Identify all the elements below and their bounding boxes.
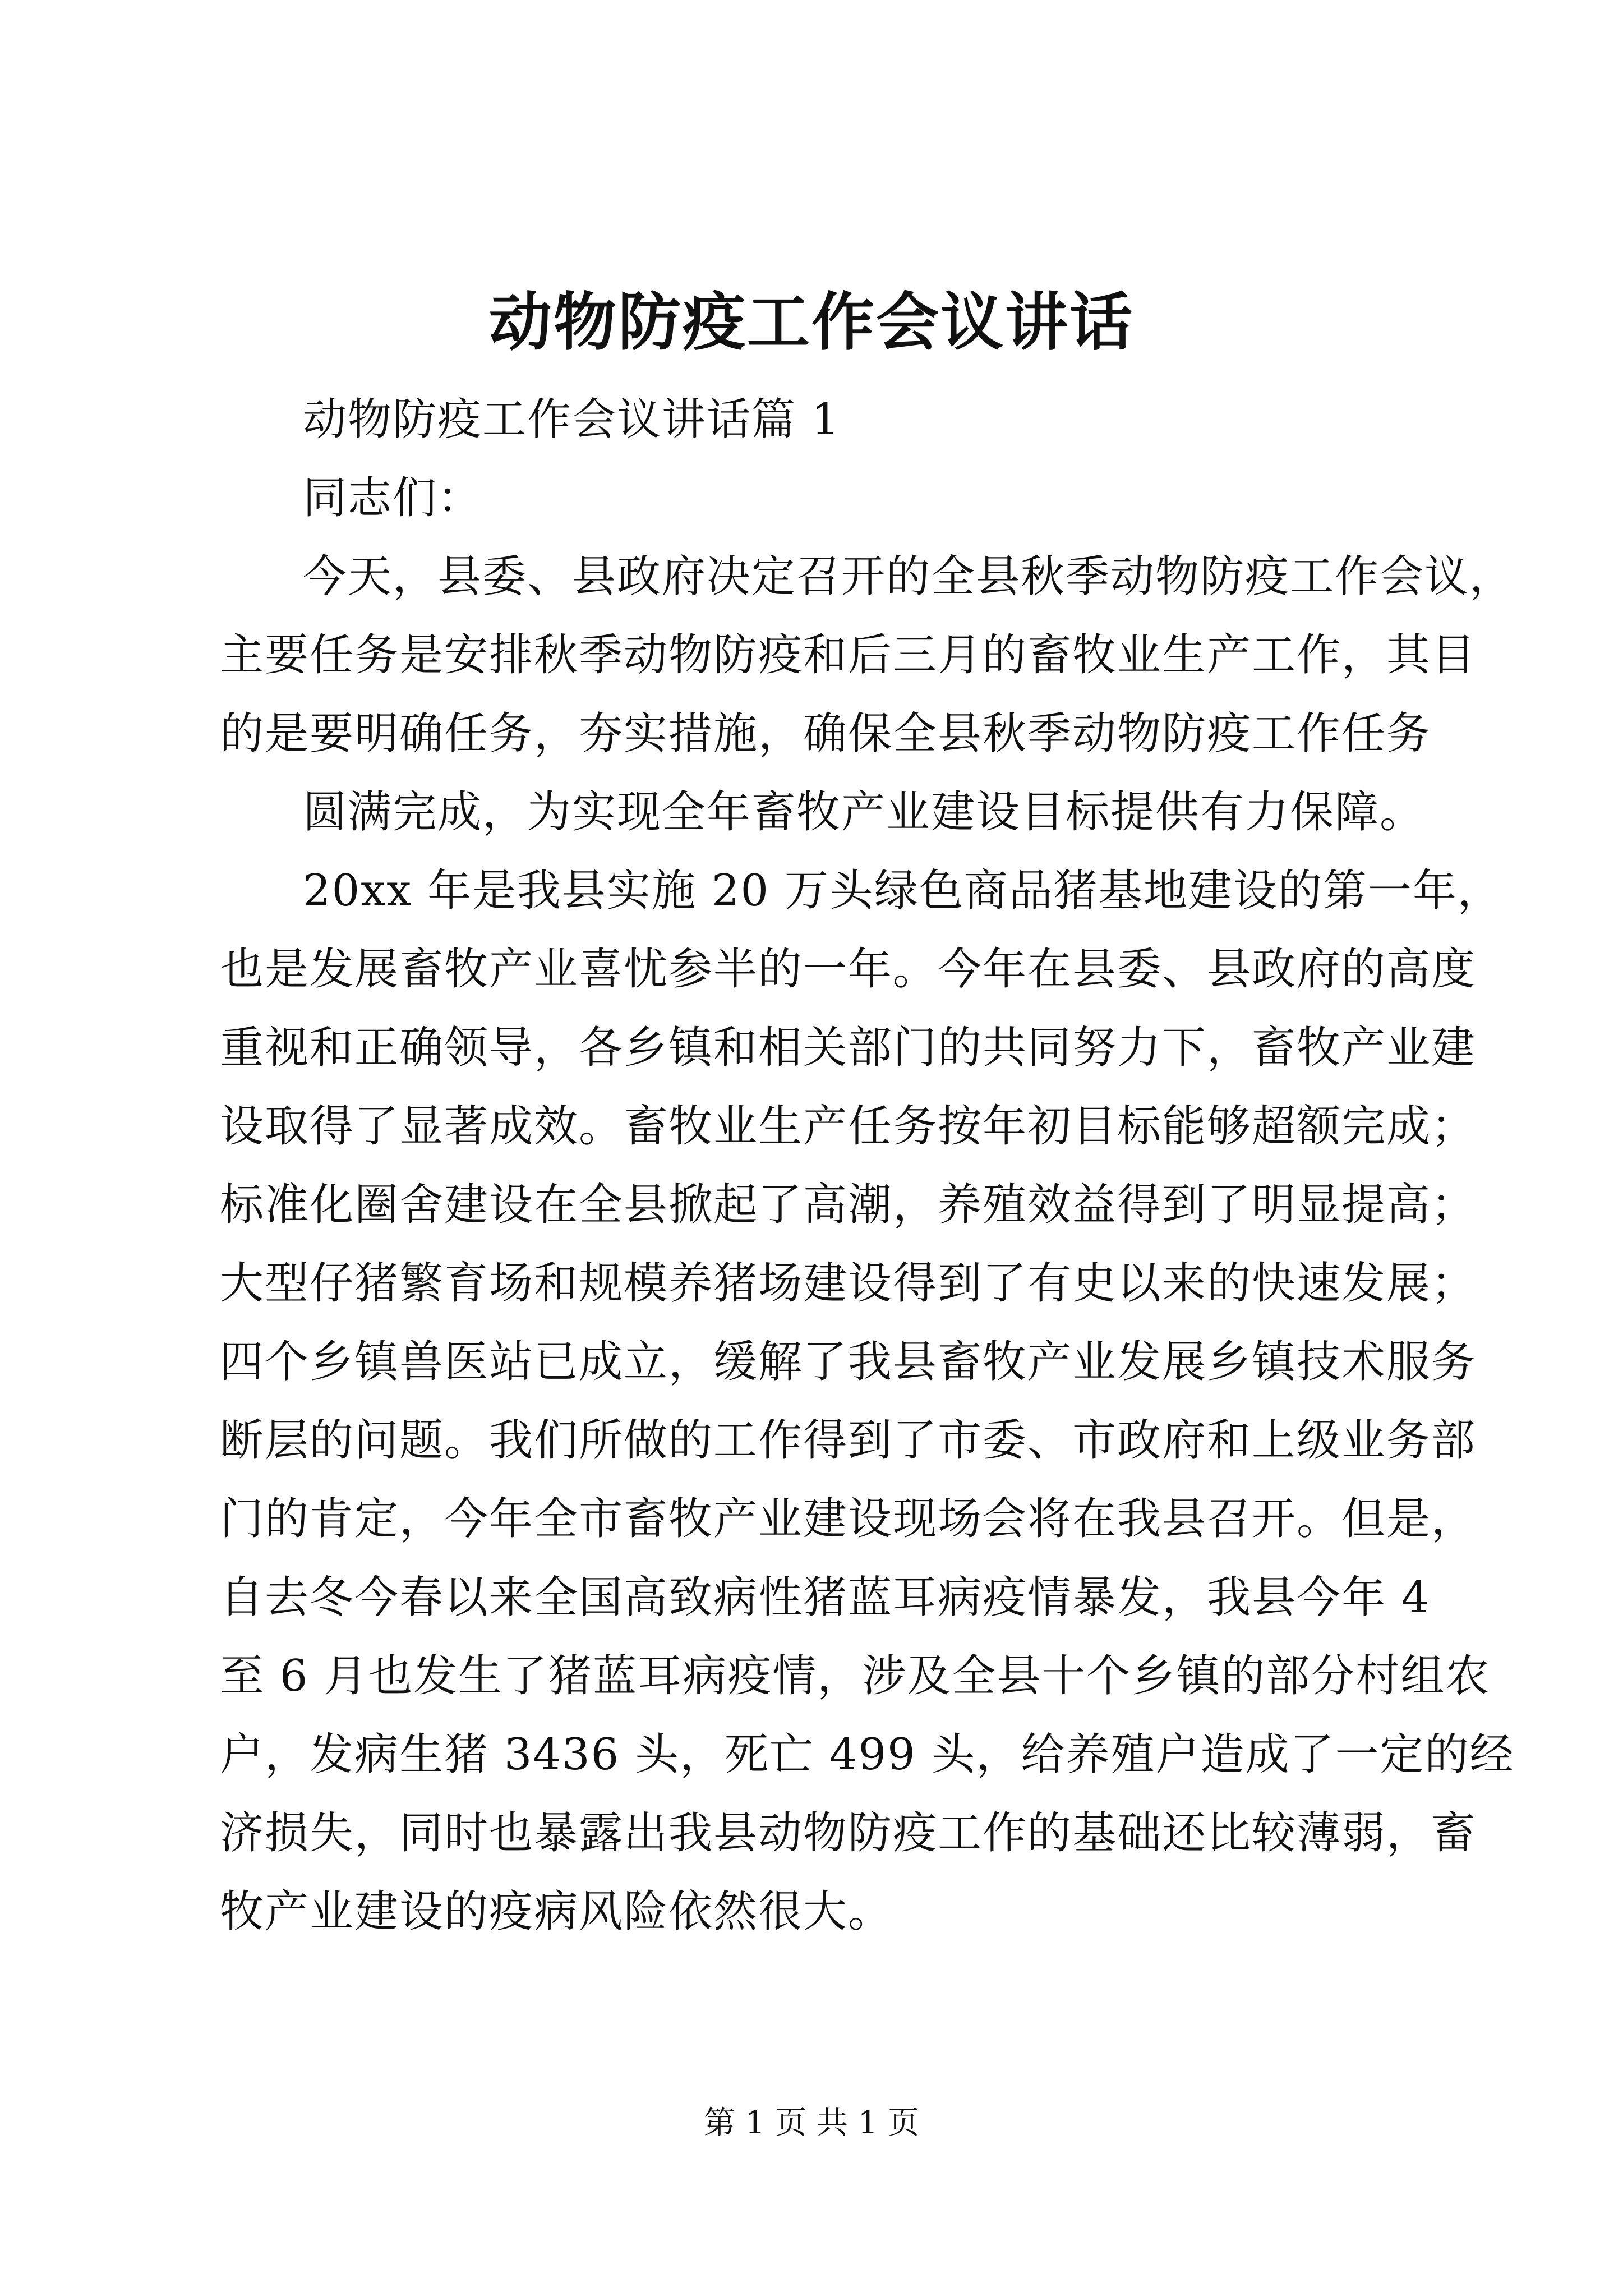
paragraph-line: 标准化圈舍建设在全县掀起了高潮，养殖效益得到了明显提高； [220,1180,1477,1230]
document-title: 动物防疫工作会议讲话 [489,286,1134,359]
paragraph-line: 自去冬今春以来全国高致病性猪蓝耳病疫情暴发，我县今年 4 [220,1572,1431,1623]
paragraph-line: 今天，县委、县政府决定召开的全县秋季动物防疫工作会议， [303,551,1515,602]
section-heading: 动物防疫工作会议讲话篇 1 [303,394,841,445]
paragraph-line: 断层的问题。我们所做的工作得到了市委、市政府和上级业务部 [220,1415,1477,1466]
paragraph-line: 设取得了显著成效。畜牧业生产任务按年初目标能够超额完成； [220,1101,1477,1152]
paragraph-line: 四个乡镇兽医站已成立，缓解了我县畜牧产业发展乡镇技术服务 [220,1337,1477,1387]
paragraph-line: 重视和正确领导，各乡镇和相关部门的共同努力下，畜牧产业建 [220,1023,1477,1073]
salutation: 同志们： [303,473,483,523]
paragraph-line: 户，发病生猪 3436 头，死亡 499 头，给养殖户造成了一定的经 [220,1729,1515,1780]
paragraph-line: 济损失，同时也暴露出我县动物防疫工作的基础还比较薄弱，畜 [220,1808,1477,1858]
paragraph-line: 至 6 月也发生了猪蓝耳病疫情，涉及全县十个乡镇的部分村组农 [220,1651,1491,1701]
page-footer: 第 1 页 共 1 页 [703,2105,920,2141]
paragraph-line: 大型仔猪繁育场和规模养猪场建设得到了有史以来的快速发展； [220,1258,1477,1309]
paragraph-line: 牧产业建设的疫病风险依然很大。 [220,1887,893,1937]
paragraph-line: 门的肯定，今年全市畜牧产业建设现场会将在我县召开。但是， [220,1494,1477,1544]
paragraph-line: 主要任务是安排秋季动物防疫和后三月的畜牧业生产工作，其目 [220,630,1477,680]
paragraph-line: 圆满完成，为实现全年畜牧产业建设目标提供有力保障。 [303,787,1425,838]
paragraph-line: 的是要明确任务，夯实措施，确保全县秋季动物防疫工作任务 [220,708,1432,759]
paragraph-line: 也是发展畜牧产业喜忧参半的一年。今年在县委、县政府的高度 [220,944,1477,995]
paragraph-line: 20xx 年是我县实施 20 万头绿色商品猪基地建设的第一年， [303,866,1502,916]
